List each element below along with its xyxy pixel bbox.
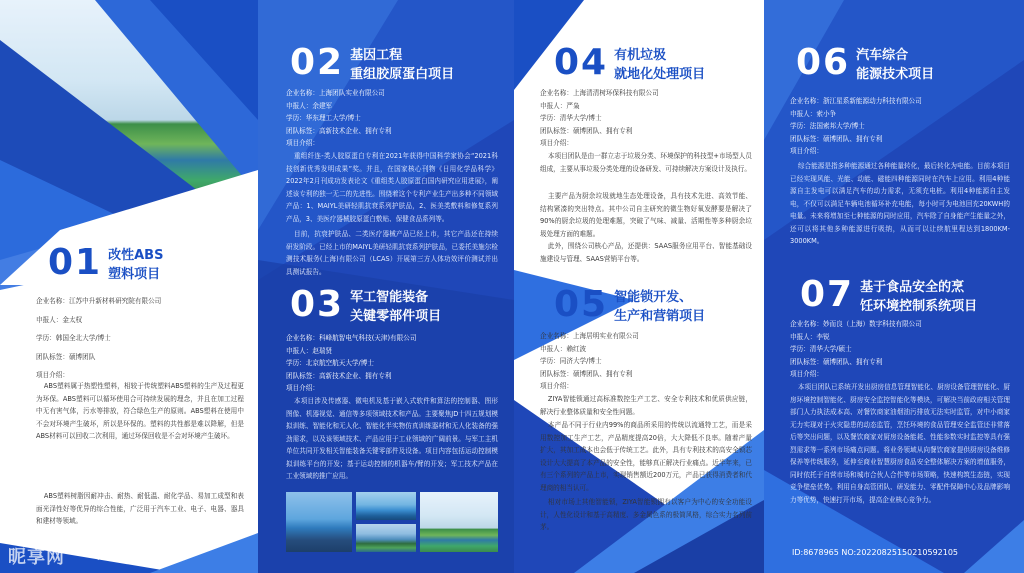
- project-photo: [356, 492, 416, 520]
- panel-4: [764, 0, 1024, 573]
- section-number: 01: [48, 242, 103, 283]
- project-description: ZIYA智能锁通过高标准数控生产工艺、安全专利技术和优质供应链，解决行业整体质量和安全性问题。: [540, 395, 752, 416]
- project-description: 主要产品为厨余垃圾就地生态处理设备，具有技术先进、高效节能、结构紧凑的突出特点。其中公司自主研究的微生物好氧发酵要是解决了90%的厨余垃圾的处理难题，突破了气味、减量、活期性等多种厨余垃圾处理方面的难题。: [540, 192, 752, 238]
- section-title: 汽车综合 能源技术项目: [856, 48, 935, 82]
- project-info: 企业名称：上海团队实业有限公司 申报人：余建军 学历：华东理工大学/博士 团队标签：高新技术企业、拥有专利 项目介绍：: [286, 89, 392, 147]
- section-title: 有机垃圾 就地化处理项目: [614, 48, 706, 82]
- project-info: 企业名称：科峰航智电气科技(天津)有限公司 申报人：赵瑞贤 学历：北京航空航天大学/博士 团队标签：高新技术企业、拥有专利 项目介绍：: [286, 334, 417, 392]
- project-photo: [356, 524, 416, 552]
- section-number: 03: [290, 284, 345, 325]
- section-header-04: [554, 42, 706, 84]
- project-description: 本项目团队是由一群立志于垃圾分类、环境保护的科技型+市场型人员组成，主要从事垃圾分类处理的设备研发、可持续解决方案设计及执行。: [540, 152, 752, 173]
- image-id-footer: ID:8678965 NO:20220825150210592105: [792, 548, 959, 557]
- project-info: 企业名称：妙而良（上海）数字科技有限公司 申报人：李锐 学历：清华大学/硕士 团队标签：硕博团队、拥有专利 项目介绍：: [790, 320, 922, 378]
- section-number: 06: [796, 42, 851, 83]
- section-title: 军工智能装备 关键零部件项目: [350, 290, 442, 324]
- project-description: 本项目涉及传感器、微电机及基于嵌入式软件和算法的控制器、图形图像、机器视觉、通信等多项领域技术和产品。主要聚焦JD十四五规划模拟训练、智能化和无人化、智能化半实物仿真训练器材和无人化装备的强劲需求，以及该领域技术、产品应用于工业领域的广阔前景。与军工主机单位共同开发相关智能装备关键零部件及设备。项目内容包括运动控制模拟训练平台的开发；基于运动控制的机器车/臂的开发；军工技术产品在工业领域的推广应用。: [286, 397, 498, 480]
- project-description: 综合能源是指多种能源通过各种能量转化，最后转化为电能。目前本项目已经实现风能、光能、动能、磁能四种能源同时在汽车上应用。利用4种能源自主发电可以满足汽车的动力需求，无须充电桩。利用4种能源自主发电，不仅可以满足车辆电池循环补充电能，每小时可为电池回充20KWH的电量。未来将增加至七种能源的同时应用，汽车除了自身能产生能量之外，还可以将其他多种能源进行吸纳，从而可以让续航里程达到1800KM-3000KM。: [790, 162, 1010, 245]
- watermark-url: www.nipic.cn: [96, 552, 162, 563]
- panel-1: [0, 0, 258, 573]
- project-info: 企业名称：上海居明实业有限公司 申报人：赖红波 学历：同济大学/博士 团队标签：硕博团队、拥有专利 项目介绍：: [540, 332, 639, 390]
- section-header-01: [48, 242, 164, 284]
- project-description: 重组纤连-类人胶原蛋白专利在2021年获得中国科学家协会“2021科技创新优秀发明成果”奖。并且，在国家核心刊物《日用化学品科学》2022年2月刊成功发表论文《重组类人胶原蛋白国内研究应用进展》，阐述该专利的独一无二的先进性。围绕着这个专利产业生产出多种不同领域产品：1、MAIYL美研轻肌抗衰系列护肤品，2、医美类敷料和修复系列产品，3、美医疗器械胶原蛋白敷贴、保健食品系列等。: [286, 152, 498, 223]
- section-title: 智能锁开发、 生产和营销项目: [614, 290, 706, 324]
- project-description: ABS塑料属于热塑性塑料，相较于传统塑料ABS塑料的生产及过程更为环保。ABS塑料可以循环使用合可持续发展的理念，并且在加工过程中无有害气体，污水等排放，符合绿色生产的原则。ABS塑料在使用中不会对环境产生破坏，所以是环保的。塑料的共性都是难以降解，但是ABS材料可以回收二次利用，通过环保回收是不会对环境产生破坏。: [36, 382, 244, 440]
- project-description: 相对市场上其他智能锁，ZIYA智能锁拥有以客户为中心的安全功能设计，人性化设计和基于高精度、多金属色系的极简风格，综合实力名列前茅。: [540, 498, 752, 531]
- section-number: 07: [800, 274, 855, 315]
- project-info: 企业名称：浙江星系新能源动力科技有限公司 申报人：索小争 学历：法国索邦大学/博士 团队标签：硕博团队、拥有专利 项目介绍：: [790, 97, 922, 155]
- section-number: 05: [554, 284, 609, 325]
- project-description: 本产品不同于行业内99%的商品所采用的传统以流通特工艺，而是采用数控加工生产工艺，产品精度提高20倍，大大降低不良率。随着产量扩大，其加工成本也会低于传统工艺。此外，具有专利技术的高安全锁芯设计大大提高了本产品的安全性，能够真正解决行业痛点。近半年来，已有三个系列的产品上市，实现销售额近200万元，产品已获得消费者和代理商的相当认可。: [540, 421, 752, 492]
- section-header-05: [554, 284, 706, 326]
- section-header-03: [290, 284, 442, 326]
- section-header-06: [796, 42, 935, 84]
- section-title: 基因工程 重组胶原蛋白项目: [350, 48, 455, 82]
- project-description: 目前，抗衰护肤品、二类医疗器械产品已经上市，其它产品还在持续研发阶段。已经上市的MAIYL美研轻肌抗衰系列护肤品，已委托美施尔检测技术服务(上海)有限公司（LCAS）开展第三方人体功效评价测试并出具测试报告。: [286, 230, 498, 276]
- section-number: 04: [554, 42, 609, 83]
- project-description: 此外，围绕公司核心产品，还提供：SAAS服务应用平台、智能基础设施建设与管理、SAAS营销平台等。: [540, 242, 752, 263]
- panel-3: [514, 0, 764, 573]
- project-description: 本项目团队已系统开发出厨房信息管理智能化、厨房设备管理智能化、厨房环境控制智能化、厨房安全监控智能化等模块，可解决当前政府相关管理部门人力执法成本高、对餐饮商家油烟油污排放无法实时监管，对中小商家无力实现对于火灾隐患的动态监管，烹饪环境的食品管理安全监管还非常落后等突出问题，以及餐饮商家对厨房设备能耗、性能参数实时监控等具有强烈需求等一系列市场痛点问题。将业务领域从向餐饮商家提供厨房设备维修保养等传统服务，延伸至商业智慧厨房食品安全整体解决方案的增值服务，同时依托于自营市场和城市合伙人合作等市场策略，快速构筑生态链，实现竞争壁垒优势。利用自身高管团队、研发能力、零配件保障中心及品牌影响力等优势，快速打开市场，提高企业核心竞争力。: [790, 383, 1010, 504]
- project-info: 企业名称：上海清清树环保科技有限公司 申报人：严枭 学历：清华大学/博士 团队标签：硕博团队、拥有专利 项目介绍：: [540, 89, 659, 147]
- project-photo: [420, 492, 498, 552]
- section-header-02: [290, 42, 455, 84]
- watermark-logo: 昵享网: [8, 547, 65, 568]
- project-photo: [286, 492, 352, 552]
- project-description: ABS塑料树脂因耐冲击、耐热、耐低温、耐化学品、易加工成型和表面光泽性好等优异的综合性能，广泛用于汽车工业、电子、电器、器具和建材等领域。: [36, 492, 244, 525]
- section-title: 基于食品安全的烹 饪环境控制系统项目: [860, 280, 978, 314]
- section-title: 改性ABS 塑料项目: [108, 248, 164, 282]
- panel-2: [258, 0, 514, 573]
- section-number: 02: [290, 42, 345, 83]
- section-header-07: [800, 274, 978, 316]
- project-info: 企业名称：江苏中升新材料研究院有限公司 申报人：金太权 学历：韩国全北大学/博士 团队标签：硕博团队 项目介绍：: [36, 297, 162, 379]
